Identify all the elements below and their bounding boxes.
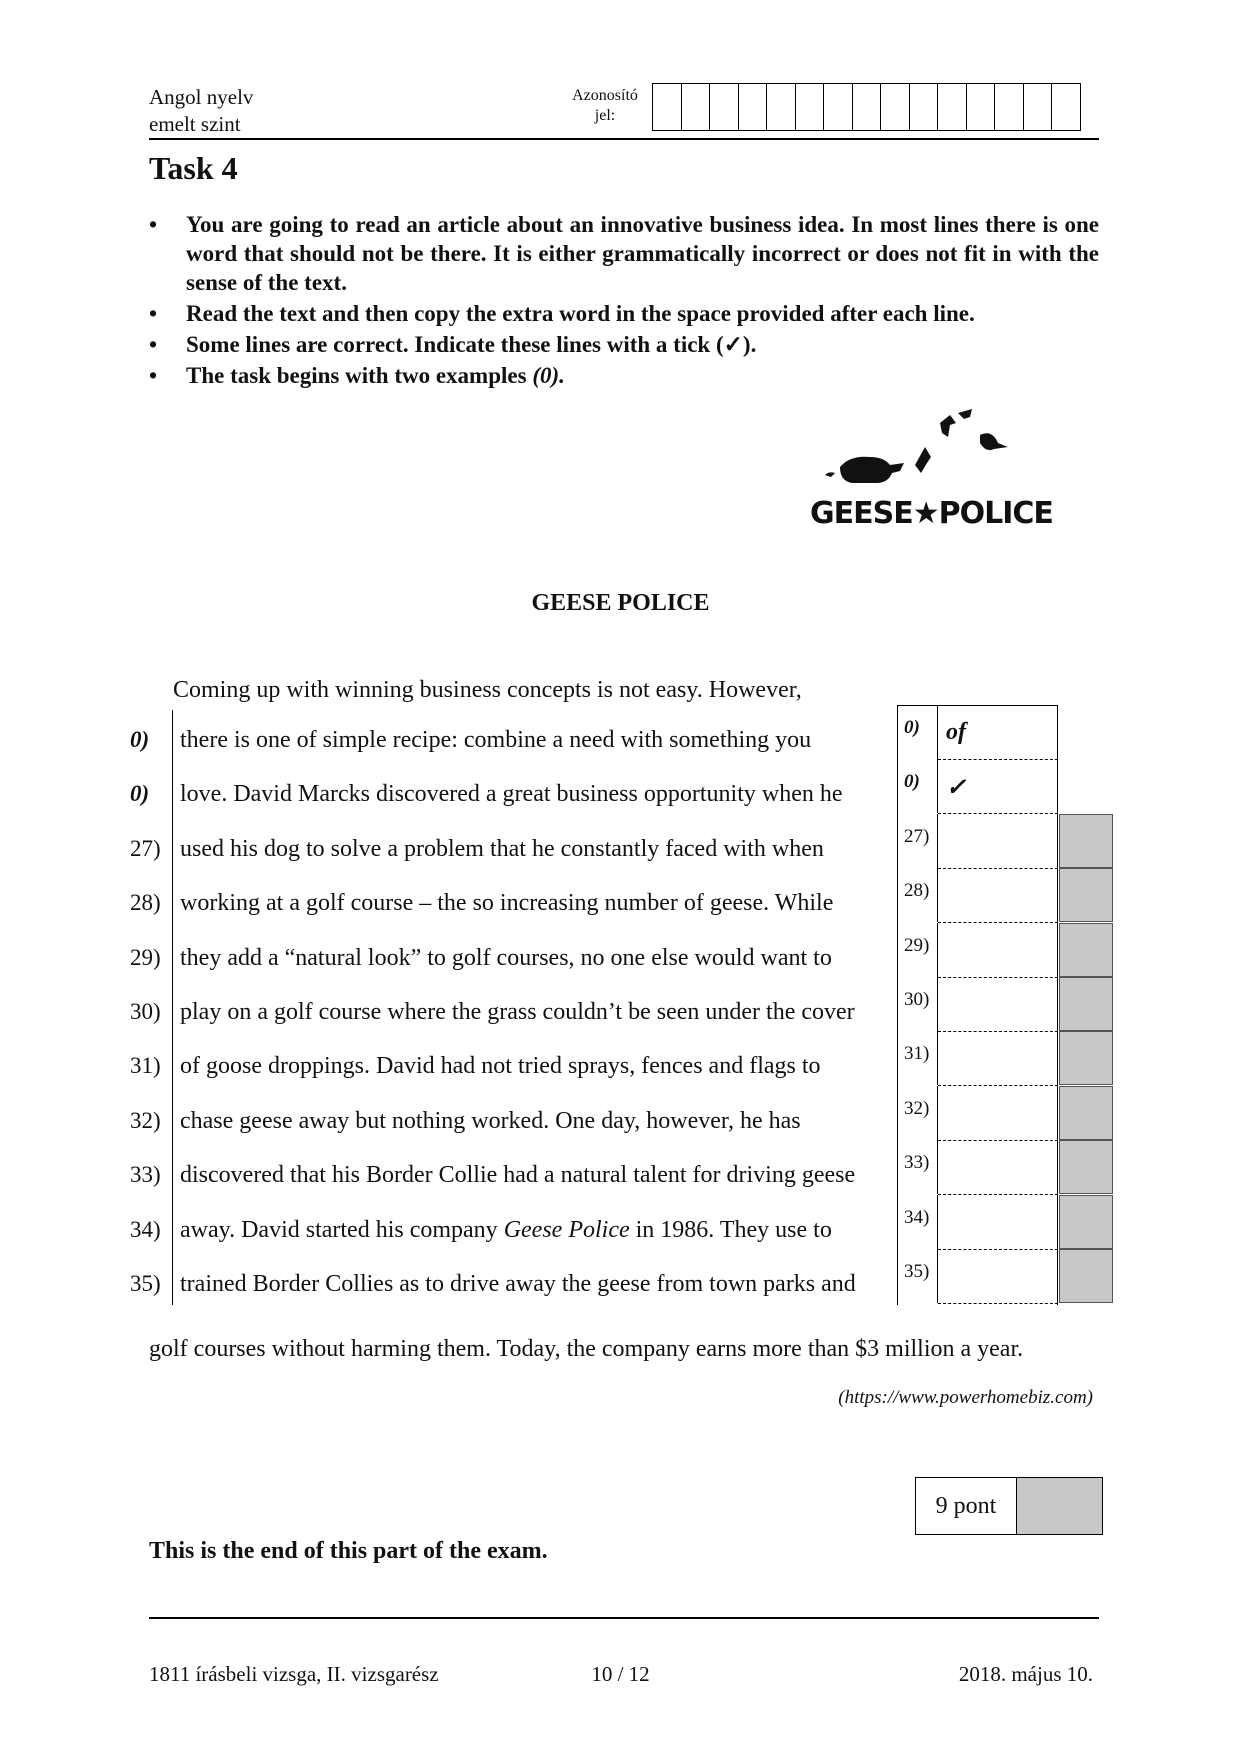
id-code-box[interactable] bbox=[796, 83, 825, 131]
id-label bbox=[560, 86, 650, 126]
article-line bbox=[130, 824, 900, 879]
id-code-boxes[interactable] bbox=[652, 83, 1081, 131]
answer-number-cell: 27) bbox=[897, 814, 938, 868]
answer-field[interactable] bbox=[938, 1140, 1058, 1195]
answer-row bbox=[897, 1195, 1059, 1250]
line-text: used his dog to solve a problem that he constantly faced with when bbox=[180, 835, 824, 862]
article-title: GEESE POLICE bbox=[531, 590, 710, 616]
line-text: away. David started his company Geese Police in 1986. They use to bbox=[180, 1216, 832, 1243]
task-title: Task 4 bbox=[149, 150, 238, 186]
article-line bbox=[130, 715, 900, 770]
line-number: 28) bbox=[130, 890, 161, 916]
line-number: 32) bbox=[130, 1107, 161, 1133]
answer-row bbox=[897, 1031, 1059, 1086]
score-cell[interactable] bbox=[1059, 1195, 1113, 1249]
line-number: 0) bbox=[130, 727, 150, 752]
line-text: love. David Marcks discovered a great business opportunity when he bbox=[180, 781, 843, 808]
answer-field[interactable] bbox=[938, 814, 1058, 869]
score-cell[interactable] bbox=[1059, 1249, 1113, 1303]
id-code-box[interactable] bbox=[824, 83, 853, 131]
line-number: 34) bbox=[130, 1216, 161, 1242]
answer-row bbox=[897, 923, 1059, 978]
answer-number-cell: 33) bbox=[897, 1140, 938, 1194]
geese-police-logo bbox=[810, 405, 1060, 535]
instructions-list bbox=[149, 210, 1099, 392]
id-code-box[interactable] bbox=[881, 83, 910, 131]
line-text: there is one of simple recipe: combine a need with something you bbox=[180, 727, 812, 753]
footer-date: 2018. május 10. bbox=[958, 1662, 1093, 1686]
example-answer-cell: of bbox=[938, 705, 1058, 760]
line-number: 31) bbox=[130, 1053, 161, 1079]
article-line bbox=[130, 769, 900, 824]
instruction-item: • Some lines are correct. Indicate these lines with a tick (✓). bbox=[149, 332, 757, 357]
article-line bbox=[130, 1259, 900, 1314]
answer-row bbox=[897, 705, 1059, 760]
answer-field[interactable] bbox=[938, 1086, 1058, 1141]
answer-number-cell: 34) bbox=[897, 1195, 938, 1249]
subject-line-1: Angol nyelv bbox=[149, 85, 254, 109]
article-line bbox=[130, 1096, 900, 1151]
score-cell[interactable] bbox=[1059, 977, 1113, 1031]
answer-row bbox=[897, 977, 1059, 1032]
source-citation: (https://www.powerhomebiz.com) bbox=[838, 1387, 1093, 1408]
id-code-box[interactable] bbox=[1052, 83, 1081, 131]
article-line bbox=[130, 1150, 900, 1205]
answer-number-cell: 31) bbox=[897, 1031, 938, 1085]
line-text: working at a golf course – the so increasing number of geese. While bbox=[180, 890, 834, 917]
line-number: 30) bbox=[130, 999, 161, 1024]
answer-field[interactable] bbox=[938, 1249, 1058, 1304]
line-text: discovered that his Border Collie had a natural talent for driving geese bbox=[180, 1162, 856, 1189]
id-label-line-2: jel: bbox=[594, 107, 616, 124]
score-field[interactable] bbox=[1017, 1478, 1102, 1534]
id-code-box[interactable] bbox=[853, 83, 882, 131]
article-line bbox=[130, 933, 900, 988]
score-cell[interactable] bbox=[1059, 923, 1113, 977]
article-intro: Coming up with winning business concepts is not easy. However, bbox=[173, 677, 802, 703]
article-line bbox=[130, 878, 900, 933]
score-cell[interactable] bbox=[1059, 1140, 1113, 1194]
geese-icon bbox=[915, 409, 1008, 473]
id-code-box[interactable] bbox=[910, 83, 939, 131]
id-code-box[interactable] bbox=[682, 83, 711, 131]
instruction-item: • The task begins with two examples (0). bbox=[149, 363, 565, 388]
answer-row bbox=[897, 814, 1059, 869]
answer-field[interactable] bbox=[938, 1031, 1058, 1086]
line-text: chase geese away but nothing worked. One day, however, he has bbox=[180, 1107, 801, 1134]
score-cell[interactable] bbox=[1059, 1086, 1113, 1140]
line-number: 0) bbox=[130, 781, 150, 807]
answer-row bbox=[897, 1249, 1059, 1304]
answer-number-cell: 0) bbox=[897, 705, 938, 759]
answer-field[interactable] bbox=[938, 868, 1058, 923]
id-code-box[interactable] bbox=[767, 83, 796, 131]
subject-line-2: emelt szint bbox=[149, 112, 241, 136]
footer-page-number: 10 / 12 bbox=[591, 1662, 650, 1686]
line-number: 29) bbox=[130, 944, 161, 970]
end-of-part-text: This is the end of this part of the exam. bbox=[149, 1538, 548, 1564]
id-code-box[interactable] bbox=[995, 83, 1024, 131]
line-text: trained Border Collies as to drive away the geese from town parks and bbox=[180, 1271, 856, 1297]
line-text: they add a “natural look” to golf courses, no one else would want to bbox=[180, 944, 832, 971]
answer-row bbox=[897, 759, 1059, 814]
example-answer-cell: ✓ bbox=[938, 759, 1058, 814]
id-code-box[interactable] bbox=[739, 83, 768, 131]
line-number: 33) bbox=[130, 1162, 161, 1188]
line-text: of goose droppings. David had not tried sprays, fences and flags to bbox=[180, 1053, 821, 1080]
instruction-item: • You are going to read an article about an innovative business idea. In most lines there is one word that should not be there. It is either grammatically incorrect or does not fit in with the sense of the text. bbox=[149, 212, 1099, 295]
instruction-item: • Read the text and then copy the extra word in the space provided after each line. bbox=[149, 301, 975, 326]
answer-field[interactable] bbox=[938, 1195, 1058, 1250]
article-line bbox=[130, 987, 900, 1042]
score-label: 9 pont bbox=[916, 1478, 1017, 1534]
header-divider bbox=[149, 138, 1099, 140]
logo-text: GEESE★POLICE bbox=[810, 496, 1053, 531]
article-line bbox=[130, 1041, 900, 1096]
footer-exam-label: 1811 írásbeli vizsga, II. vizsgarész bbox=[149, 1662, 439, 1686]
answer-field[interactable] bbox=[938, 977, 1058, 1032]
answer-number-cell: 30) bbox=[897, 977, 938, 1031]
id-code-box[interactable] bbox=[1024, 83, 1053, 131]
dog-icon bbox=[825, 457, 904, 483]
line-text: play on a golf course where the grass couldn’t be seen under the cover bbox=[180, 999, 855, 1025]
id-code-box[interactable] bbox=[967, 83, 996, 131]
answer-field[interactable] bbox=[938, 923, 1058, 978]
score-cell[interactable] bbox=[1059, 868, 1113, 922]
answer-row bbox=[897, 1140, 1059, 1195]
answer-number-cell: 28) bbox=[897, 868, 938, 922]
id-code-box[interactable] bbox=[653, 83, 682, 131]
line-number: 27) bbox=[130, 835, 161, 861]
answer-number-cell: 0) bbox=[897, 759, 938, 813]
answer-number-cell: 35) bbox=[897, 1249, 938, 1303]
article-line bbox=[130, 1205, 900, 1260]
score-cell[interactable] bbox=[1059, 814, 1113, 868]
id-code-box[interactable] bbox=[710, 83, 739, 131]
id-code-box[interactable] bbox=[938, 83, 967, 131]
answer-row bbox=[897, 1086, 1059, 1141]
subject-label bbox=[149, 84, 253, 138]
id-label-line-1: Azonosító bbox=[572, 87, 638, 104]
answer-number-cell: 32) bbox=[897, 1086, 938, 1140]
footer-divider bbox=[149, 1617, 1099, 1619]
answer-row bbox=[897, 868, 1059, 923]
answer-number-cell: 29) bbox=[897, 923, 938, 977]
line-number: 35) bbox=[130, 1271, 161, 1296]
score-cell[interactable] bbox=[1059, 1031, 1113, 1085]
article-closing: golf courses without harming them. Today, the company earns more than $3 million a year. bbox=[149, 1336, 1024, 1362]
score-box bbox=[915, 1477, 1103, 1535]
